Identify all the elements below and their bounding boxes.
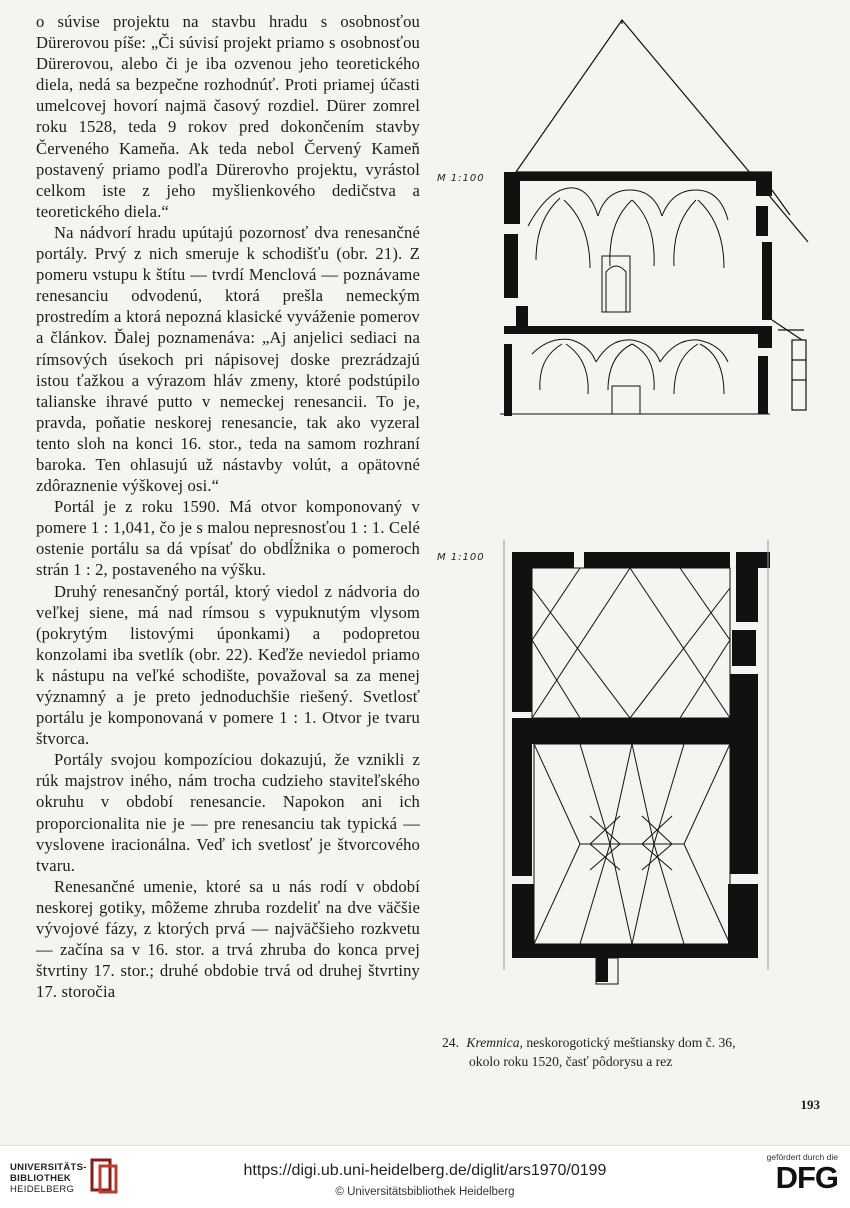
section-scale-label: M 1:100 [437, 173, 485, 184]
document-url-link[interactable]: https://digi.ub.uni-heidelberg.de/diglit/ars1970/0199 [243, 1162, 607, 1179]
caption-number: 24. [442, 1035, 459, 1050]
library-name-line-1: UNIVERSITÄTS- [10, 1162, 87, 1173]
page-number: 193 [800, 1097, 820, 1112]
paragraph-1: o súvise projektu na stavbu hradu s osobnosťou Dürerovou píše: „Či súvisí projekt priamo s osobnosťou Dürerovou, alebo či je iba ozvenou jeho teoretického diela, nedá sa bezpečne rozhodnúť. Proti priamej účasti umelcovej hovorí najmä časový rozdiel. Dürer zomrel roku 1528, teda 9 rokov pred dokončením stavby Červeného Kameňa. Ak teda nebol Červený Kameň postavený priamo podľa Dürerovho projektu, vyrástol celkom iste z jeho myšlienkového dedičstva a teoretického diela.“ [36, 12, 420, 221]
library-name-line-2: BIBLIOTHEK [10, 1173, 72, 1184]
paragraph-4: Druhý renesančný portál, ktorý viedol z nádvoria do veľkej siene, má nad rímsou s vypuknutým vlysom (pokrytým listovými úponkami) a podopretou konzolami iba svetlík (obr. 22). Keďže neviedol priamo k nástupu na veľké schodište, považoval sa za menej významný a je preto jednoduchšie riešený. Svetlosť portálu je komponovaná v pomere 1 : 1. Otvor je tvaru štvorca. [36, 581, 420, 749]
figure-caption [442, 1033, 820, 1071]
plan-scale-label: M 1:100 [437, 552, 485, 563]
copyright-notice: © Universitätsbibliothek Heidelberg [335, 1186, 515, 1198]
viewer-footer [0, 1145, 850, 1208]
paragraph-5: Portály svojou kompozíciou dokazujú, že vznikli z rúk majstrov iného, nám trocha cudzieho staviteľského okruhu v období renesancie. Napokon ani ich proporcionalita nie je — pre renesanciu tak typická — vyslovene iracionálna. Veď ich svetlosť je štvorcového tvaru. [36, 750, 420, 875]
funder-note: gefördert durch die [766, 1152, 838, 1162]
paragraph-6: Renesančné umenie, ktoré sa u nás rodí v období neskorej gotiky, môžeme zhruba rozdeliť na dve väčšie vývojové fázy, z ktorých prvá — najväčšieho rozkvetu — začína sa v 16. stor. a trvá zhruba do konca prvej štvrtiny 17. stor.; druhé obdobie trvá od druhej štvrtiny 17. storočia [36, 876, 420, 1002]
house-floor-plan-drawing [500, 540, 780, 1025]
paragraph-2: Na nádvorí hradu upútajú pozornosť dva renesančné portály. Prvý z nich smeruje k schodišťu (obr. 21). Z pomeru vstupu k štítu — tvrdí Menclová — poznávame renesanciu odvodenú, ktorá prešla nemeckým prostredím a ktorá nepozná klasické vyváženie pomerov a článkov. Ďalej poznamenáva: „Aj anjelici sediaci na rímsových úsekoch pri nápisovej doske prezrádzajú istou ťažkou a výrazom hláv zmeny, ktoré podstúpilo talianske ihravé putto v nemeckej renesancii. To je, pravda, poňatie neskorej renesancie, tak ako vyzeral tento sloh na konci 16. stor., teda na samom rozhraní baroka. Ten ohlasujú už nástavby volút, a opätovné zdôraznenie výškovej osi.“ [36, 222, 420, 496]
house-section-drawing [440, 10, 840, 480]
library-name-line-3: HEIDELBERG [10, 1184, 75, 1195]
paragraph-3: Portál je z roku 1590. Má otvor komponovaný v pomere 1 : 1,041, čo je s malou nepresnosťou 1 : 1. Celé ostenie portálu sa dá vpísať do obdĺžnika o pomeroch strán 1 : 2, postaveného na výšku. [36, 497, 420, 580]
dfg-funder-logo[interactable] [756, 1152, 838, 1202]
caption-description: neskorogotický meštiansky dom č. 36, [526, 1035, 736, 1050]
body-text-column [36, 11, 420, 1002]
dfg-logo-text: DFG [775, 1160, 838, 1195]
caption-line-2: okolo roku 1520, časť pôdorysu a rez [469, 1054, 673, 1069]
caption-place: Kremnica, [466, 1035, 523, 1050]
